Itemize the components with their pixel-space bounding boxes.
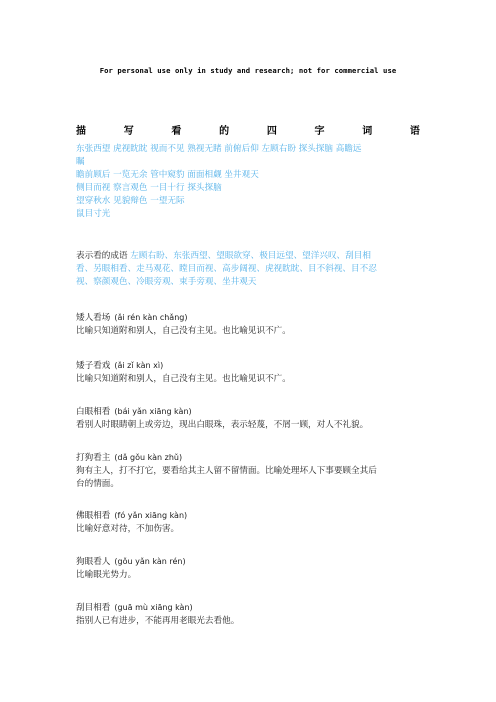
entry-pinyin: (dǎ gǒu kàn zhǔ) — [114, 453, 183, 462]
idiom-entry — [76, 509, 422, 536]
idiom-entry — [76, 405, 422, 432]
idiom-line: 鼠目寸光 — [76, 209, 111, 219]
title-char: 的 — [219, 126, 230, 137]
look-idioms-paragraph — [76, 250, 422, 289]
entry-pinyin: (bái yǎn xiāng kàn) — [114, 407, 192, 416]
idiom-entry — [76, 601, 422, 628]
title-char: 写 — [123, 126, 134, 137]
entry-pinyin: (ǎi zǐ kàn xì) — [114, 361, 164, 370]
title-char: 字 — [314, 126, 325, 137]
entry-definition: 比喻只知道附和别人，自己没有主见。也比喻见识不广。 — [76, 326, 291, 336]
entry-pinyin: (gǒu yǎn kàn rén) — [114, 557, 186, 566]
idiom-line: 瞩 — [76, 157, 85, 167]
idiom-entry — [76, 451, 422, 491]
entry-term: 狗眼看人 — [76, 557, 111, 567]
idiom-entry — [76, 311, 422, 338]
entry-definition: 比喻只知道附和别人，自己没有主见。也比喻见识不广。 — [76, 374, 291, 384]
entry-term: 矮子看戏 — [76, 361, 111, 371]
look-idioms-line: 视、察颜观色、冷眼旁观、束手旁观、坐井观天 — [76, 277, 257, 287]
entry-term: 打狗看主 — [76, 453, 111, 463]
idiom-list — [76, 143, 422, 221]
entry-term: 白眼相看 — [76, 407, 111, 417]
title-char: 四 — [266, 126, 277, 137]
title-char: 描 — [76, 126, 86, 137]
entry-term: 佛眼相看 — [76, 511, 111, 521]
entry-pinyin: (guā mù xiāng kàn) — [114, 603, 193, 612]
title-char: 词 — [362, 126, 373, 137]
section-title — [76, 122, 420, 137]
entry-pinyin: (ǎi rén kàn chǎng) — [114, 313, 188, 322]
entry-term: 矮人看场 — [76, 313, 111, 323]
entry-pinyin: (fó yǎn xiāng kàn) — [114, 511, 188, 520]
idiom-entry — [76, 359, 422, 386]
look-idioms-line: 看、另眼相看、走马观花、瞠目而视、高步阔视、虎视眈眈、目不斜视、目不忍 — [76, 264, 377, 274]
title-char: 语 — [409, 126, 420, 137]
entry-term: 刮目相看 — [76, 603, 111, 613]
title-char: 看 — [171, 126, 182, 137]
idiom-line: 东张西望 虎视眈眈 视而不见 熟视无睹 前俯后仰 左顾右盼 探头探脑 高瞻远 — [76, 144, 362, 154]
entry-definition-line: 台的情面。 — [76, 479, 119, 489]
look-idioms-label: 表示看的成语 — [76, 251, 128, 261]
entry-definition: 指别人已有进步，不能再用老眼光去看他。 — [76, 616, 240, 626]
entry-definition-line: 狗有主人，打不打它，要看给其主人留不留情面。比喻处理坏人下事要顾全其后 — [76, 466, 377, 476]
idiom-entry — [76, 555, 422, 582]
idiom-line: 望穿秋水 见貌辩色 一望无际 — [76, 196, 185, 206]
disclaimer: For personal use only in study and research; not for commercial use — [99, 66, 397, 75]
entry-definition: 比喻眼光势力。 — [76, 570, 137, 580]
entry-definition: 看别人时眼睛朝上或旁边，现出白眼珠，表示轻蔑，不屑一顾，对人不礼貌。 — [76, 420, 369, 430]
idiom-line: 侧目而视 察言观色 一目十行 探头探脑 — [76, 183, 222, 193]
entry-definition: 比喻好意对待，不加伤害。 — [76, 524, 180, 534]
idiom-line: 瞻前顾后 一览无余 管中窥豹 面面相觑 坐井观天 — [76, 170, 259, 180]
look-idioms-line: 左顾右盼、东张西望、望眼欲穿、极目远望、望洋兴叹、刮目相 — [127, 251, 371, 261]
